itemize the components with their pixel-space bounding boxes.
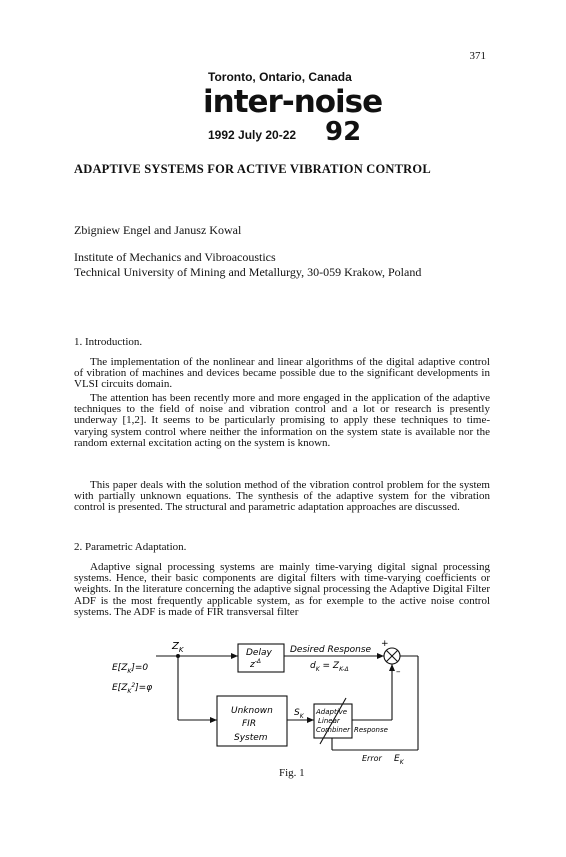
- desired-response-label: Desired Response: [290, 645, 372, 655]
- fir-label: FIR: [242, 719, 257, 729]
- intro-paragraph-1: The implementation of the nonlinear and linear algorithms of the digital adaptive control of vibration of machines and devices became possible due to the significant developments in VLSI circuits domain.: [74, 356, 490, 391]
- input-node: [176, 654, 180, 658]
- conference-year: 92: [325, 117, 362, 147]
- ek-label: $E_K$: [394, 754, 404, 766]
- block-diagram-figure: [110, 640, 440, 768]
- authors: Zbigniew Engel and Janusz Kowal: [74, 223, 242, 237]
- label-expectation-1: $E[Z_K]=0$: [112, 663, 149, 675]
- conference-dates: 1992 July 20-22: [208, 128, 297, 142]
- adaptive-label: Adaptive: [316, 708, 348, 716]
- figure-caption: Fig. 1: [279, 767, 305, 779]
- label-input-zk: $Z_K$: [172, 641, 184, 654]
- conference-location: Toronto, Ontario, Canada: [208, 70, 352, 84]
- section-heading-introduction: 1. Introduction.: [74, 336, 143, 348]
- parametric-paragraph-1: Adaptive signal processing systems are mainly time-varying digital signal processing systems. Hence, their basic components are digital filters with time-varying coefficients or weights. In the literature concerning the adaptive signal processing the Adaptive Digital Filter ADF is the most frequently applicable system, as for exemple to the active noise control systems. The ADF is made of FIR transversal filter: [74, 561, 490, 618]
- error-label: Error: [362, 754, 382, 763]
- response-label: Response: [354, 726, 388, 734]
- affiliation-line-2: Technical University of Mining and Metallurgy, 30-059 Krakow, Poland: [74, 265, 422, 279]
- system-label: System: [234, 733, 268, 743]
- sk-label: $S_K$: [294, 708, 304, 720]
- linear-label: Linear: [318, 717, 340, 725]
- intro-paragraph-2: The attention has been recently more and more engaged in the application of the adaptive techniques to the field of noise and vibration control and a lot or research is presently underway [1,2]. It seems to be particularly promising to apply these techniques to time-varying system control where neither the information on the system state is available nor the random external excitation acting on the system is known.: [74, 392, 490, 449]
- delay-label: Delay: [246, 648, 272, 658]
- page-number: 371: [469, 50, 486, 62]
- plus-sign: +: [381, 640, 389, 649]
- combiner-label: Combiner: [316, 726, 350, 734]
- label-expectation-2: $E[Z_K^2]=\varphi$: [112, 682, 153, 695]
- section-heading-parametric: 2. Parametric Adaptation.: [74, 541, 187, 553]
- affiliation-line-1: Institute of Mechanics and Vibroacoustics: [74, 250, 276, 264]
- intro-paragraph-3: This paper deals with the solution method of the vibration control problem for the system with partially unknown equations. The synthesis of the adaptive system for the vibration control is presented. The structural and parametric adaptation approaches are discussed.: [74, 479, 490, 514]
- unknown-label: Unknown: [231, 706, 273, 716]
- minus-sign: –: [396, 667, 401, 677]
- dk-equation: $d_K = Z_{K-\Delta}$: [310, 661, 349, 673]
- conference-logo: inter-noise: [203, 84, 383, 120]
- paper-title: ADAPTIVE SYSTEMS FOR ACTIVE VIBRATION CONTROL: [74, 162, 431, 176]
- delay-operator: $z^{-\Delta}$: [250, 658, 262, 670]
